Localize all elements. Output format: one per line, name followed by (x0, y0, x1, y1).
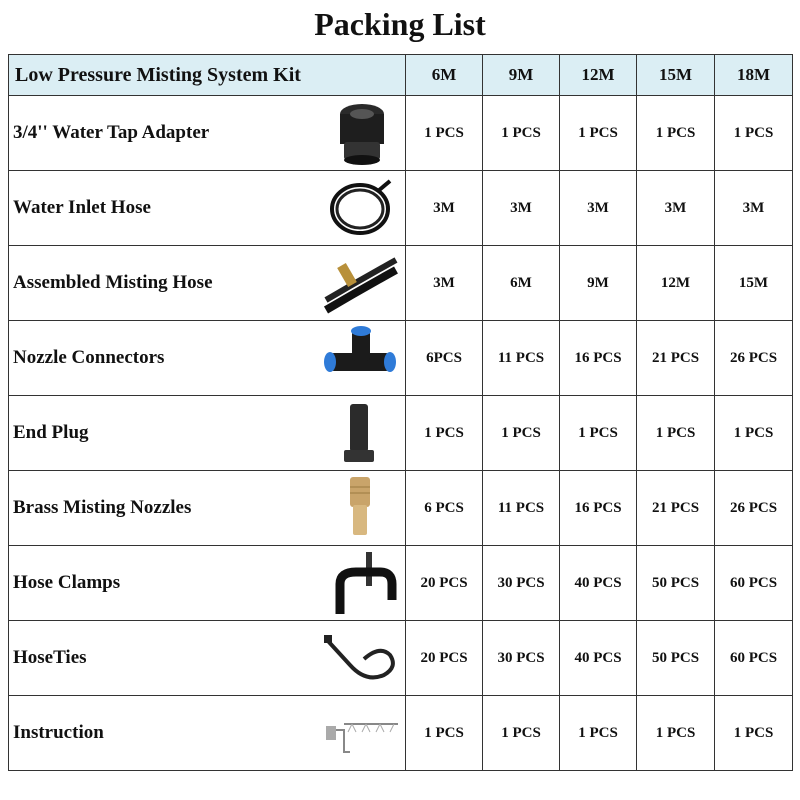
quantity-cell: 11 PCS (483, 471, 560, 546)
item-name: Instruction (13, 722, 104, 743)
item-name-cell (9, 696, 406, 771)
hose-coil-icon (315, 173, 405, 243)
quantity-cell: 12M (637, 246, 715, 321)
item-row (9, 471, 793, 546)
quantity-cell: 21 PCS (637, 471, 715, 546)
quantity-cell: 9M (560, 246, 637, 321)
item-name: Hose Clamps (13, 572, 121, 593)
quantity-cell: 30 PCS (483, 546, 560, 621)
item-name: Nozzle Connectors (13, 347, 165, 368)
quantity-cell: 1 PCS (483, 696, 560, 771)
size-header: 9M (483, 55, 560, 96)
quantity-cell: 1 PCS (715, 696, 793, 771)
quantity-cell: 3M (715, 171, 793, 246)
quantity-cell: 16 PCS (560, 321, 637, 396)
quantity-cell: 1 PCS (406, 696, 483, 771)
item-row (9, 396, 793, 471)
instruction-diagram-icon (315, 698, 405, 768)
cable-tie-icon (315, 623, 405, 693)
quantity-cell: 3M (560, 171, 637, 246)
page-title: Packing List (314, 6, 486, 42)
item-name: End Plug (13, 422, 89, 443)
quantity-cell: 16 PCS (560, 471, 637, 546)
quantity-cell: 60 PCS (715, 621, 793, 696)
item-row (9, 696, 793, 771)
quantity-cell: 1 PCS (406, 396, 483, 471)
item-name: 3/4'' Water Tap Adapter (13, 122, 210, 143)
hose-clamp-icon (315, 548, 405, 618)
item-name-cell (9, 621, 406, 696)
item-name: HoseTies (13, 647, 87, 668)
item-row (9, 171, 793, 246)
item-row (9, 321, 793, 396)
quantity-cell: 1 PCS (637, 96, 715, 171)
size-header: 18M (715, 55, 793, 96)
size-header: 15M (637, 55, 715, 96)
quantity-cell: 3M (406, 246, 483, 321)
quantity-cell: 1 PCS (637, 396, 715, 471)
quantity-cell: 26 PCS (715, 321, 793, 396)
item-name-cell (9, 171, 406, 246)
quantity-cell: 21 PCS (637, 321, 715, 396)
kit-name-header: Low Pressure Misting System Kit (9, 55, 406, 96)
quantity-cell: 30 PCS (483, 621, 560, 696)
quantity-cell: 1 PCS (406, 96, 483, 171)
item-name-cell (9, 321, 406, 396)
quantity-cell: 1 PCS (560, 96, 637, 171)
item-name-cell (9, 246, 406, 321)
item-name-cell (9, 396, 406, 471)
quantity-cell: 1 PCS (715, 96, 793, 171)
tee-connector-icon (315, 323, 405, 393)
size-header: 6M (406, 55, 483, 96)
brass-nozzle-icon (315, 473, 405, 543)
quantity-cell: 1 PCS (483, 396, 560, 471)
item-name: Assembled Misting Hose (13, 272, 213, 293)
quantity-cell: 6M (483, 246, 560, 321)
header-row (9, 55, 793, 96)
tap-adapter-icon (315, 98, 405, 168)
item-name-cell (9, 471, 406, 546)
packing-list-table (8, 54, 793, 771)
quantity-cell: 1 PCS (637, 696, 715, 771)
quantity-cell: 6 PCS (406, 471, 483, 546)
quantity-cell: 40 PCS (560, 621, 637, 696)
quantity-cell: 1 PCS (715, 396, 793, 471)
quantity-cell: 15M (715, 246, 793, 321)
quantity-cell: 3M (406, 171, 483, 246)
item-name: Water Inlet Hose (13, 197, 151, 218)
item-row (9, 246, 793, 321)
quantity-cell: 20 PCS (406, 621, 483, 696)
quantity-cell: 1 PCS (560, 696, 637, 771)
end-plug-icon (315, 398, 405, 468)
quantity-cell: 60 PCS (715, 546, 793, 621)
quantity-cell: 3M (637, 171, 715, 246)
quantity-cell: 11 PCS (483, 321, 560, 396)
misting-hose-icon (315, 248, 405, 318)
quantity-cell: 3M (483, 171, 560, 246)
item-name-cell (9, 546, 406, 621)
item-row (9, 621, 793, 696)
quantity-cell: 50 PCS (637, 621, 715, 696)
item-name-cell (9, 96, 406, 171)
size-header: 12M (560, 55, 637, 96)
quantity-cell: 6PCS (406, 321, 483, 396)
quantity-cell: 20 PCS (406, 546, 483, 621)
quantity-cell: 1 PCS (483, 96, 560, 171)
quantity-cell: 26 PCS (715, 471, 793, 546)
quantity-cell: 50 PCS (637, 546, 715, 621)
quantity-cell: 40 PCS (560, 546, 637, 621)
quantity-cell: 1 PCS (560, 396, 637, 471)
item-row (9, 96, 793, 171)
item-row (9, 546, 793, 621)
item-name: Brass Misting Nozzles (13, 497, 192, 518)
